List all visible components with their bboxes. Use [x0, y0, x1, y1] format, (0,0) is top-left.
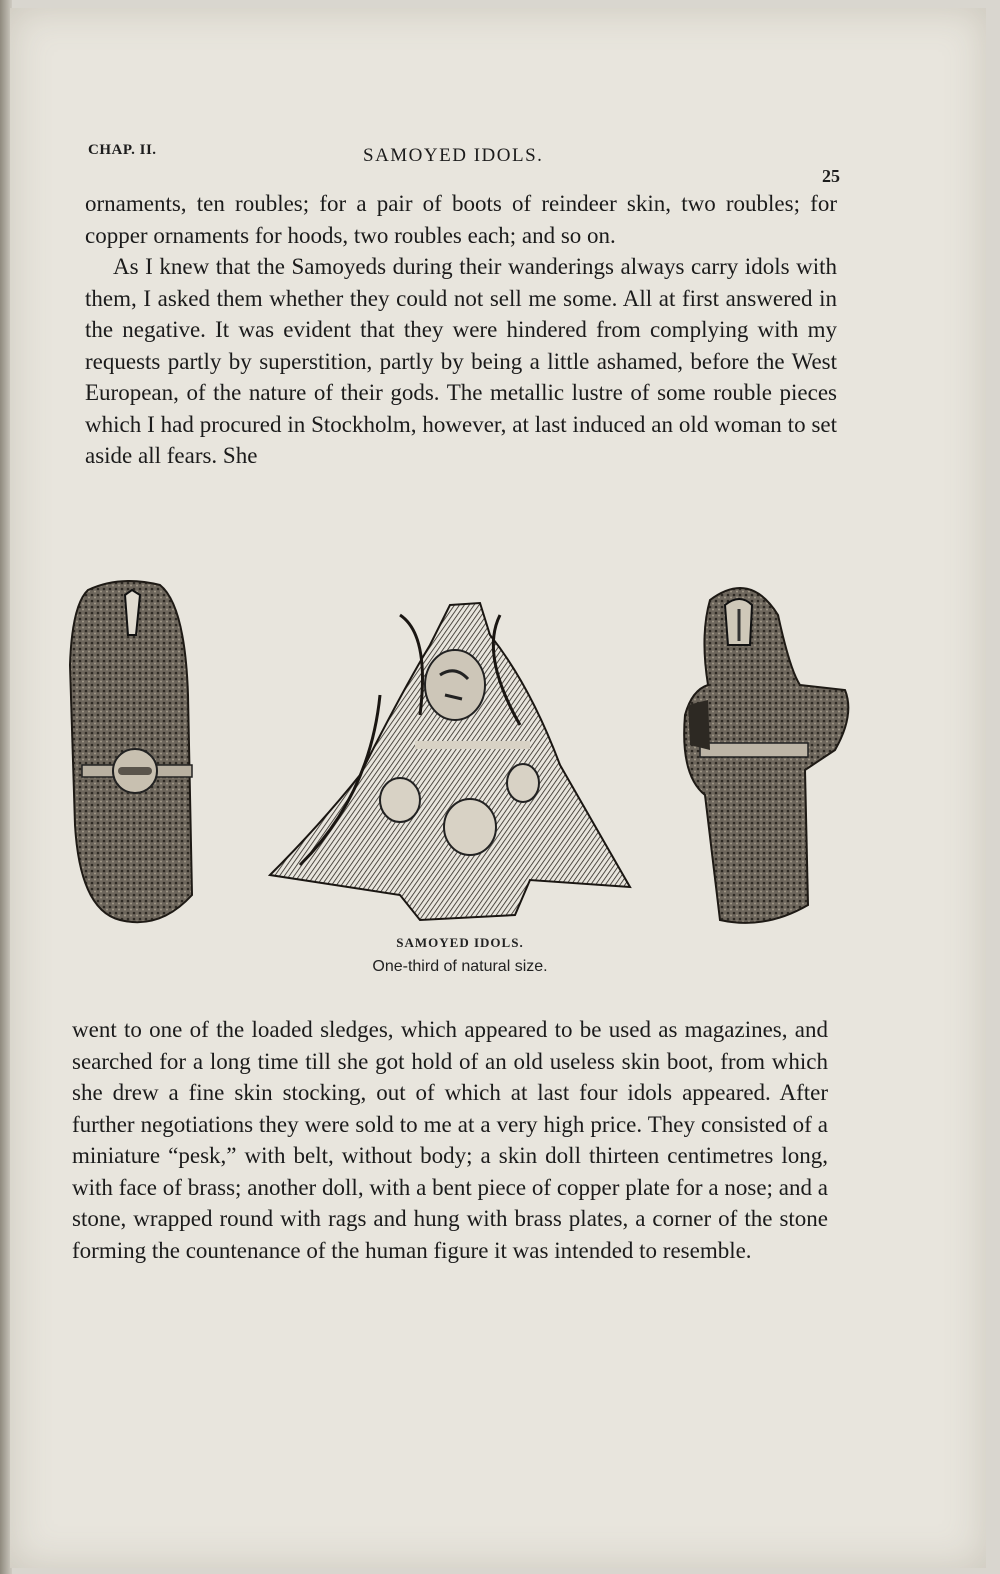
idols-illustration [60, 575, 860, 935]
body-text-top [85, 188, 837, 472]
paragraph: ornaments, ten roubles; for a pair of boots of reindeer skin, two roubles; for copper ornaments for hoods, two roubles each; and so on. [85, 191, 837, 248]
engraving-drawing [60, 575, 860, 935]
right-idol [684, 588, 848, 923]
chapter-label: CHAP. II. [88, 142, 157, 158]
center-idol [270, 603, 630, 920]
body-text-bottom [72, 1014, 828, 1266]
paragraph: As I knew that the Samoyeds during their wanderings always carry idols with them, I asked them whether they could not sell me some. All at first answered in the negative. It was evident that they were hindered from complying with my requests partly by superstition, partly by being a little ashamed, before the West European, of the nature of their gods. The metallic lustre of some rouble pieces which I had procured in Stockholm, however, at last induced an old woman to set aside all fears. She [85, 254, 837, 468]
page-number: 25 [822, 166, 840, 186]
figure-caption-subtitle: One-third of natural size. [372, 958, 548, 975]
page-title: SAMOYED IDOLS. [363, 145, 544, 166]
paragraph: went to one of the loaded sledges, which appeared to be used as magazines, and searched for a long time till she got hold of an old useless skin boot, from which she drew a fine skin stocking, out of which at last four idols appeared. After further negotiations they were sold to me at a very high price. They consisted of a miniature “pesk,” with belt, without body; a skin doll thirteen centimetres long, with face of brass; another doll, with a bent piece of copper plate for a nose; and a stone, wrapped round with rags and hung with brass plates, a corner of the stone forming the countenance of the human figure it was intended to resemble. [72, 1017, 828, 1263]
running-head [88, 140, 840, 186]
left-idol [70, 581, 192, 922]
figure-caption-title: SAMOYED IDOLS. [396, 935, 524, 950]
